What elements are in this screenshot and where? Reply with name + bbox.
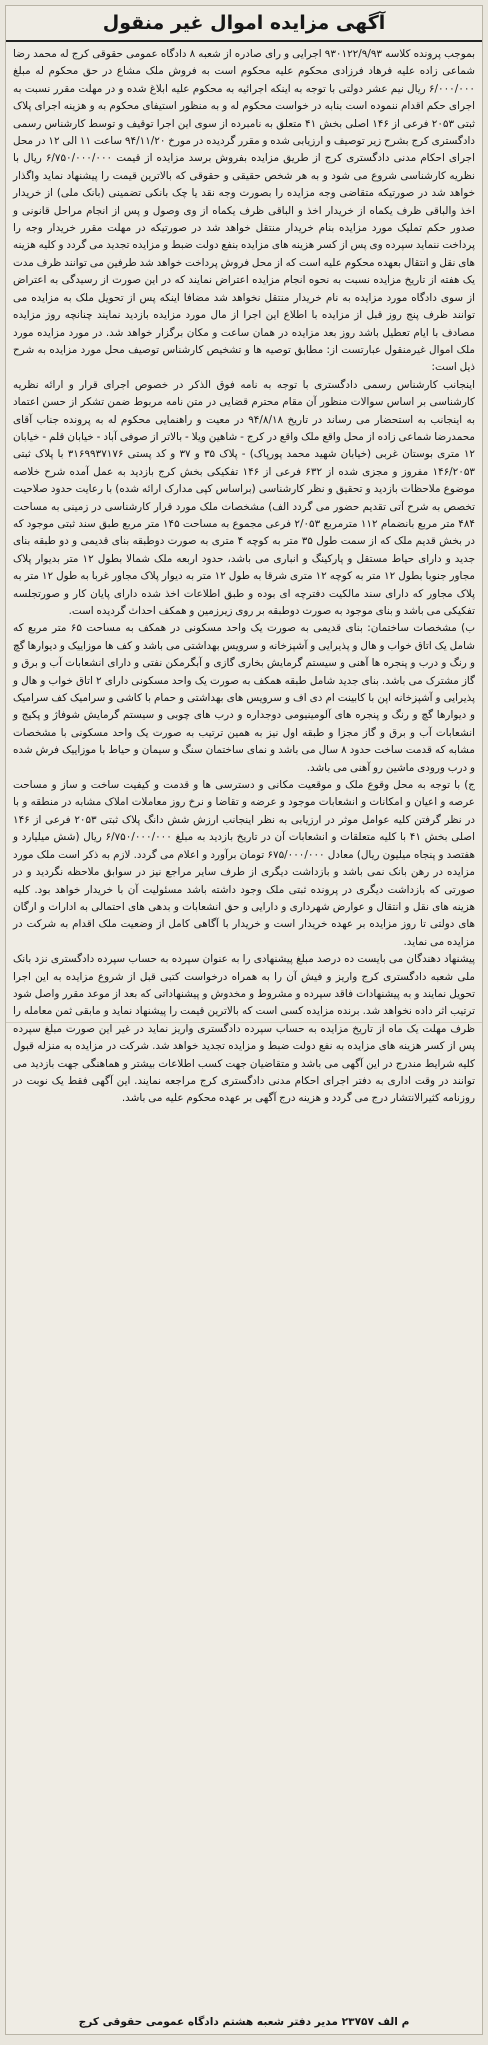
notice-paragraph: بموجب پرونده کلاسه ۹۳۰۱۲۲/۹/۹۳ اجرایی و رای صادره از شعبه ۸ دادگاه عمومی حقوقی کرج له محمد رضا شماعی زاده علیه فرهاد فرزادی محکوم علیه محکوم است به فروش ملک مشاع در حق محکوم له مبلغ ۶/۰۰۰/۰۰۰ ریال نیم عشر دولتی با توجه به اینکه اجرائیه به محکوم علیه ابلاغ شده و در مهلت مقرر نسبت به اجرای حکم اقدام ننموده است بنابه در خواست محکوم له و به منظور استیفای محکوم به و هزینه اجرای پلاک ثبتی ۲۰۵۳ فرعی از ۱۴۶ اصلی بخش ۴۱ متعلق به نامبرده از سوی این اجرا توقیف و توسط کارشناس رسمی دادگستری کرج بشرح زیر توصیف و ارزیابی شده و مقرر گردیده در مورخ ۹۴/۱۱/۲۰ ساعت ۱۱ الی ۱۲ در محل اجرای احکام مدنی دادگستری کرج از طریق مزایده بفروش برسد مزایده از قیمت ۶/۷۵۰/۰۰۰/۰۰۰ ریال با نظریه کارشناسی شروع می شود و به هر شخص حقیقی و حقوقی که بالاترین قیمت را پیشنهاد نماید واگذار خواهد شد در صورتیکه متقاضی وجه مزایده را بصورت وجه نقد یا چک بانکی تضمینی (بانک ملی) از خریدار اخذ والباقی ظرف یکماه از خریدار اخذ و الباقی ظرف یکماه از وی وصول و پس از انجام مراحل قانونی و صدور حکم تملیک مورد مزایده بنام خریدار منتقل خواهد شد در صورتیکه در مهلت مقرر خریدار وجه را پرداخت ننماید سپرده وی پس از کسر هزینه های مزایده بنفع دولت ضبط و مزایده تجدید می گردد و کلیه هزینه های نقل و انتقال بعهده محکوم علیه است که از محل فروش پرداخت خواهد شد طرفین می توانند ظرف مدت یک هفته از تاریخ مزایده نسبت به نحوه انجام مزایده اعتراض نمایند که در این صورت از رسیدگی به اعتراض از سوی دادگاه مورد مزایده به نام خریدار منتقل نخواهد شد مضافا اینکه پس از تحویل ملک به مزایده می توانند ظرف پنج روز قبل از مزایده با اطلاع این اجرا از مال مورد مزایده بازدید نمایند چنانچه روز مزایده مصادف با ایام تعطیل باشد روز بعد مزایده در همان ساعت و مکان برگزار خواهد شد. در مورد مزایده مورد ملک اموال غیرمنقول عبارتست از: مطابق توصیه ها و تشخیص کارشناس توصیف محل مورد مزایده به شرح ذیل است: xyxy=(12,48,475,374)
notice-paragraph: اینجانب کارشناس رسمی دادگستری با توجه به نامه فوق الذکر در خصوص اجرای قرار و ارائه نظریه کارشناسی بر اساس سوالات منظور آن مقام محترم قضایی در متن نامه مربوط ضمن تشکر از حسن اعتماد به اینجانب به استحضار می رساند در تاریخ ۹۴/۸/۱۸ در معیت و راهنمایی محکوم له به پرونده جناب آقای محمدرضا شماعی زاده از محل واقع ملک واقع در کرج - شاهین ویلا - بالاتر از صوفی آباد - خیابان قلم - خیابان ۱۲ متری بوستان غربی (خیابان شهید محمد پورپاک) - پلاک ۳۵ و ۳۷ و کد پستی ۳۱۶۹۹۳۷۱۷۶ با پلاک ثبتی ۱۴۶/۲۰۵۳ مفروز و مجزی شده از ۶۳۲ فرعی از ۱۴۶ تفکیکی بخش کرج بازدید به عمل آمده شرح خلاصه موضوع ملاحظات بازدید و تحقیق و نظر کارشناسی (براساس کپی مدارک ارائه شده) با رعایت حدود صلاحیت تخصص به شرح آتی تقدیم حضور می گردد الف) مشخصات ملک مورد قرار کارشناسی در زمینی به مساحت ۴۸۴ متر مربع بانضمام ۱۱۲ مترمربع ۲/۰۵۳ فرعی مجموع به مساحت ۱۴۵ متر مربع طبق سند ثبتی موجود که در بخش قدیم ملک که از سمت طول ۳۵ متر به کوچه ۴ متری به صورت دوطبقه بنای قدیمی و دو طبقه بنای جدید و دارای حیاط مستقل و پارکینگ و انباری می باشد، حدود اربعه ملک شمالا بطول ۱۲ متر بدیوار پلاک مجاور جنوبا بطول ۱۲ متر به کوچه ۱۲ متری شرقا به طول ۱۲ متر به دیوار پلاک مجاور غربا به طول ۱۲ متر به پلاک مجاور که دارای سند مالکیت دفترچه ای بوده و طبق اطلاعات اخذ شده دارای پایان کار و صورتجلسه تفکیکی می باشد و بنای موجود به صورت دوطبقه بر روی زیرزمین و همکف احداث گردیده است. xyxy=(13,378,476,617)
newspaper-notice xyxy=(5,5,483,2035)
paper-fold-divider xyxy=(6,1022,482,1023)
notice-paragraph: ج) با توجه به محل وقوع ملک و موقعیت مکانی و دسترسی ها و قدمت و کیفیت ساخت و ساز و مساحت عرصه و اعیان و امکانات و انشعابات موجود و عرضه و تقاضا و نرخ روز معاملات املاک مشابه در منطقه و با در نظر گرفتن کلیه عوامل موثر در ارزیابی به نظر اینجانب ارزش شش دانگ پلاک ثبتی ۲۰۵۳ فرعی از ۱۴۶ اصلی بخش ۴۱ با کلیه متعلقات و انشعابات آن در تاریخ بازدید به مبلغ ۶/۷۵۰/۰۰۰/۰۰۰ ریال (شش میلیارد و هفتصد و پنجاه میلیون ریال) معادل ۶۷۵/۰۰۰/۰۰۰ تومان برآورد و اعلام می گردد. لازم به ذکر است ملک مورد مزایده در رهن بانک نمی باشد و بازداشت دیگری از طرف سایر مراجع نیز در سوابق ملاحظه نگردید و در صورتی که بازداشت دیگری در پرونده ثبتی ملک وجود داشته باشد مسئولیت آن با خریدار خواهد بود. کلیه هزینه های نقل و انتقال و عوارض شهرداری و دارایی و حق انشعابات و بدهی های احتمالی به ادارات و ارگان های دولتی تا روز مزایده بر عهده خریدار است و خریدار با آگاهی کامل از وضعیت ملک اقدام به شرکت در مزایده می نماید. xyxy=(13,779,475,948)
notice-title: آگهی مزایده اموال غیر منقول xyxy=(6,6,482,42)
notice-signature: م الف ۲۳۷۵۷ مدیر دفتر شعبه هشتم دادگاه عمومی حقوقی کرج xyxy=(78,2016,410,2028)
notice-paragraph: ب) مشخصات ساختمان: بنای قدیمی به صورت یک واحد مسکونی در همکف به مساحت ۶۵ متر مربع که شامل یک اتاق خواب و هال و پذیرایی و آشپزخانه و سرویس بهداشتی می باشد و کف ها موزاییک و دیوارها گچ و رنگ و درب و پنجره ها آهنی و سیستم گرمایش بخاری گازی و آبگرمکن نفتی و دارای انشعابات آب و برق و گاز مشترک می باشد. بنای جدید شامل طبقه همکف به صورت یک واحد مسکونی دارای ۲ اتاق خواب و هال و پذیرایی و آشپزخانه اپن با کابینت ام دی اف و سرویس های بهداشتی و حمام با کاشی و سرامیک کف سرامیک و دیوارها گچ و رنگ و پنجره های آلومینیومی دوجداره و درب های چوبی و سیستم گرمایش شوفاژ و پکیج و انشعابات آب و برق و گاز مجزا و طبقه اول نیز به همین ترتیب به صورت یک واحد مسکونی با مشخصات مشابه که قدمت ساخت حدود ۸ سال می باشد و نمای ساختمان سنگ و سیمان و حیاط با موزاییک فرش شده و درب ورودی ماشین رو آهنی می باشد. xyxy=(13,622,476,774)
notice-body xyxy=(6,42,482,1108)
notice-paragraph: پیشنهاد دهندگان می بایست ده درصد مبلغ پیشنهادی را به عنوان سپرده به حساب سپرده دادگستری نزد بانک ملی شعبه دادگستری کرج واریز و فیش آن را به همراه درخواست کتبی قبل از شروع مزایده به این اجرا تحویل نمایند و به پیشنهادات فاقد سپرده و مشروط و مخدوش و پیشنهاداتی که بعد از موعد مقرر واصل شود ترتیب اثر داده نخواهد شد. برنده مزایده کسی است که بالاترین قیمت را پیشنهاد نماید و مابقی ثمن معامله را ظرف مهلت یک ماه از تاریخ مزایده به حساب سپرده دادگستری واریز نماید در غیر این صورت مبلغ سپرده پس از کسر هزینه های مزایده به نفع دولت ضبط و مزایده تجدید خواهد شد. شرکت در مزایده به منزله قبول کلیه شرایط مندرج در این آگهی می باشد و متقاضیان جهت کسب اطلاعات بیشتر و هماهنگی جهت بازدید می توانند در وقت اداری به دفتر اجرای احکام مدنی دادگستری کرج مراجعه نمایند. این آگهی فقط یک نوبت در روزنامه کثیرالانتشار درج می گردد و هزینه درج آگهی بر عهده محکوم علیه می باشد. xyxy=(13,953,475,1105)
